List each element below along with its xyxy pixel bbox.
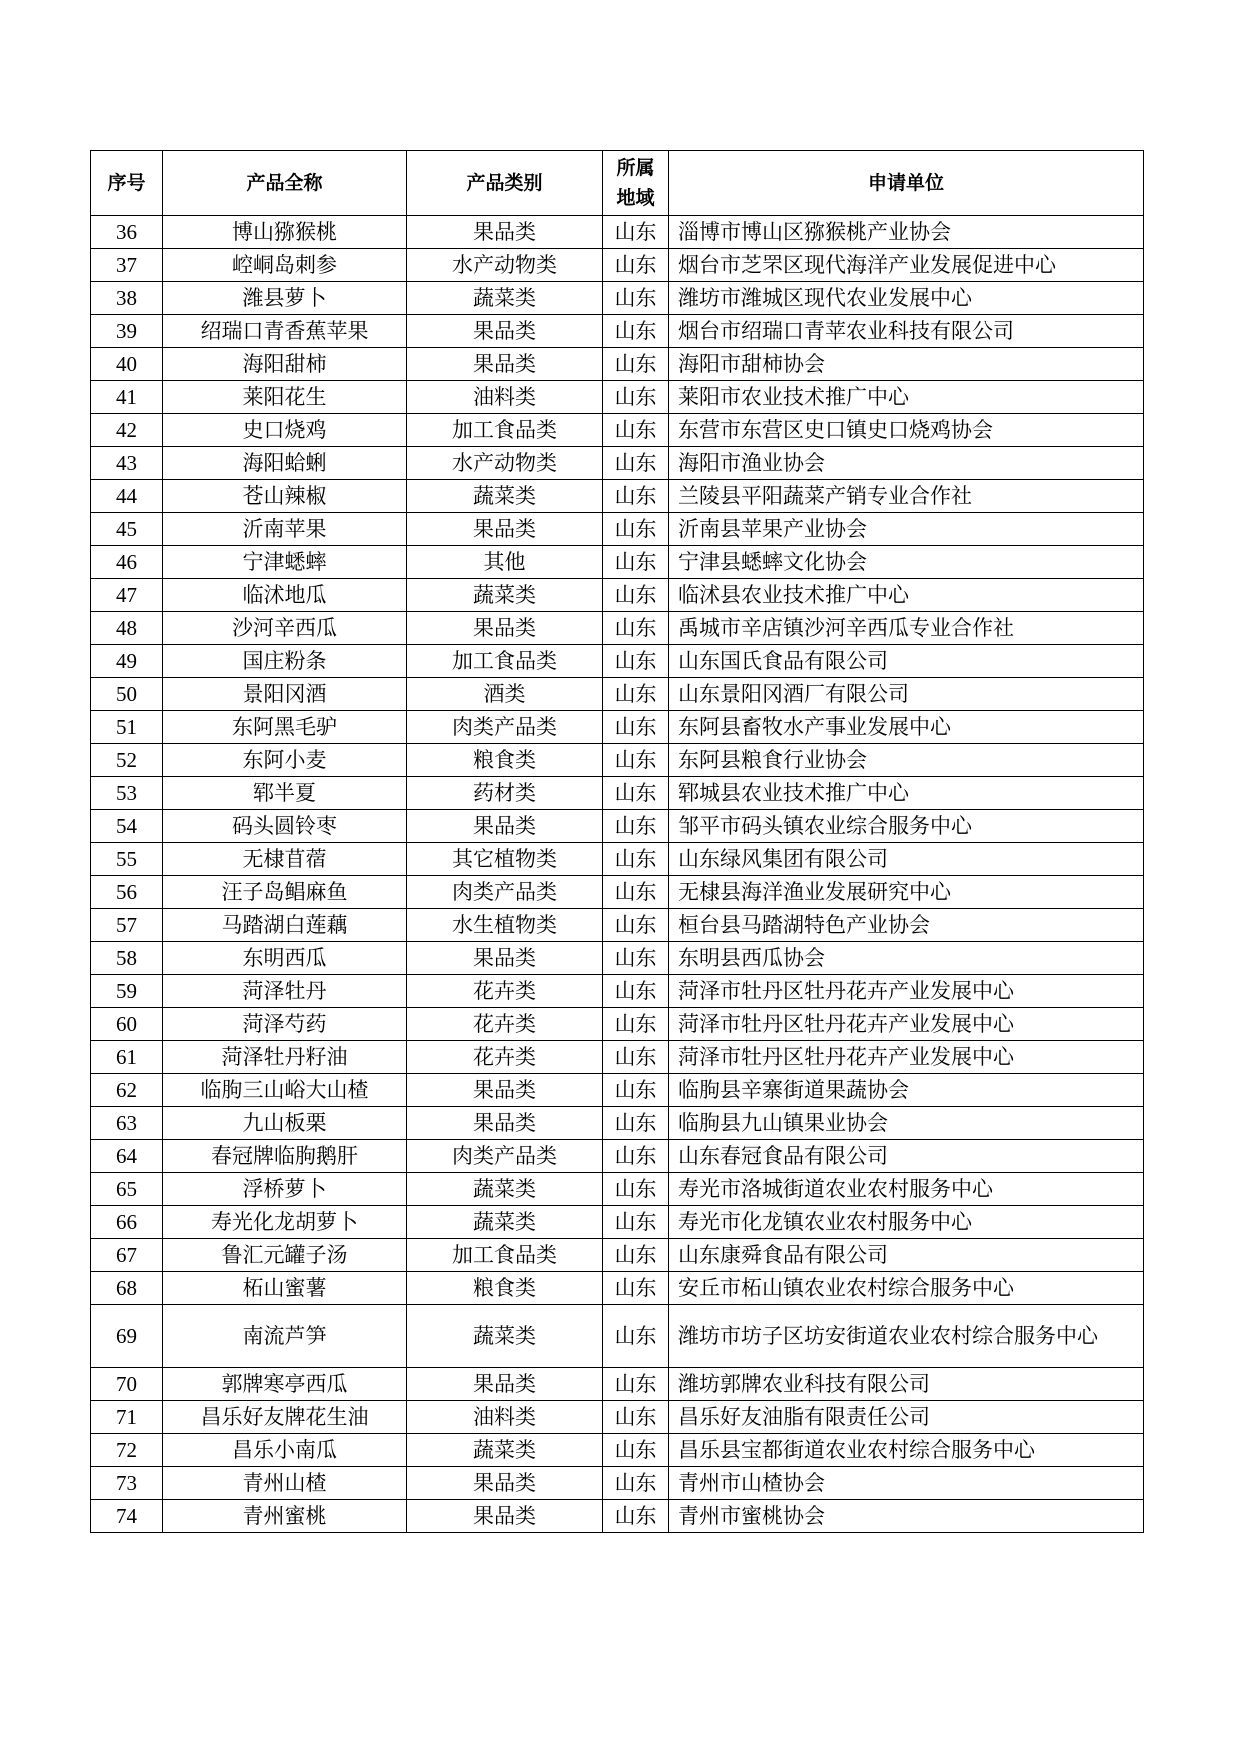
cell-applicant: 东阿县粮食行业协会: [669, 744, 1144, 777]
cell-name: 临朐三山峪大山楂: [163, 1074, 407, 1107]
table-body: [91, 216, 1144, 1533]
table-header: [91, 151, 1144, 216]
cell-region: 山东: [603, 348, 669, 381]
table-row: [91, 1008, 1144, 1041]
cell-seq: 62: [91, 1074, 163, 1107]
header-applicant: 申请单位: [669, 151, 1144, 216]
cell-applicant: 兰陵县平阳蔬菜产销专业合作社: [669, 480, 1144, 513]
cell-category: 药材类: [407, 777, 603, 810]
cell-applicant: 临朐县九山镇果业协会: [669, 1107, 1144, 1140]
cell-applicant: 临沭县农业技术推广中心: [669, 579, 1144, 612]
cell-name: 莱阳花生: [163, 381, 407, 414]
cell-category: 果品类: [407, 1467, 603, 1500]
cell-applicant: 烟台市绍瑞口青苹农业科技有限公司: [669, 315, 1144, 348]
cell-region: 山东: [603, 513, 669, 546]
cell-category: 加工食品类: [407, 1239, 603, 1272]
cell-name: 宁津蟋蟀: [163, 546, 407, 579]
cell-applicant: 海阳市甜柿协会: [669, 348, 1144, 381]
cell-category: 蔬菜类: [407, 480, 603, 513]
cell-name: 春冠牌临朐鹅肝: [163, 1140, 407, 1173]
cell-seq: 56: [91, 876, 163, 909]
cell-region: 山东: [603, 579, 669, 612]
cell-applicant: 东明县西瓜协会: [669, 942, 1144, 975]
cell-category: 蔬菜类: [407, 1305, 603, 1368]
cell-name: 菏泽芍药: [163, 1008, 407, 1041]
cell-applicant: 山东景阳冈酒厂有限公司: [669, 678, 1144, 711]
cell-region: 山东: [603, 447, 669, 480]
cell-category: 粮食类: [407, 744, 603, 777]
cell-name: 国庄粉条: [163, 645, 407, 678]
cell-applicant: 桓台县马踏湖特色产业协会: [669, 909, 1144, 942]
cell-name: 青州山楂: [163, 1467, 407, 1500]
cell-region: 山东: [603, 1206, 669, 1239]
cell-region: 山东: [603, 546, 669, 579]
cell-region: 山东: [603, 678, 669, 711]
table-row: [91, 1401, 1144, 1434]
cell-seq: 52: [91, 744, 163, 777]
cell-region: 山东: [603, 810, 669, 843]
cell-seq: 40: [91, 348, 163, 381]
cell-name: 潍县萝卜: [163, 282, 407, 315]
cell-seq: 74: [91, 1500, 163, 1533]
cell-region: 山东: [603, 1434, 669, 1467]
cell-region: 山东: [603, 777, 669, 810]
cell-name: 寿光化龙胡萝卜: [163, 1206, 407, 1239]
cell-region: 山东: [603, 711, 669, 744]
cell-applicant: 临朐县辛寨街道果蔬协会: [669, 1074, 1144, 1107]
table-row: [91, 942, 1144, 975]
cell-category: 果品类: [407, 216, 603, 249]
table-row: [91, 1305, 1144, 1368]
cell-category: 果品类: [407, 513, 603, 546]
cell-region: 山东: [603, 876, 669, 909]
cell-category: 油料类: [407, 1401, 603, 1434]
cell-applicant: 山东绿风集团有限公司: [669, 843, 1144, 876]
table-row: [91, 975, 1144, 1008]
cell-category: 果品类: [407, 942, 603, 975]
cell-seq: 41: [91, 381, 163, 414]
cell-category: 花卉类: [407, 1041, 603, 1074]
cell-name: 东阿小麦: [163, 744, 407, 777]
cell-seq: 71: [91, 1401, 163, 1434]
cell-category: 肉类产品类: [407, 876, 603, 909]
cell-category: 花卉类: [407, 1008, 603, 1041]
cell-applicant: 昌乐好友油脂有限责任公司: [669, 1401, 1144, 1434]
cell-name: 崆峒岛刺参: [163, 249, 407, 282]
cell-applicant: 青州市蜜桃协会: [669, 1500, 1144, 1533]
cell-region: 山东: [603, 1401, 669, 1434]
cell-category: 加工食品类: [407, 645, 603, 678]
cell-name: 菏泽牡丹: [163, 975, 407, 1008]
cell-category: 加工食品类: [407, 414, 603, 447]
table-row: [91, 348, 1144, 381]
cell-seq: 59: [91, 975, 163, 1008]
cell-applicant: 潍坊郭牌农业科技有限公司: [669, 1368, 1144, 1401]
cell-applicant: 菏泽市牡丹区牡丹花卉产业发展中心: [669, 975, 1144, 1008]
cell-name: 海阳蛤蜊: [163, 447, 407, 480]
cell-name: 马踏湖白莲藕: [163, 909, 407, 942]
cell-name: 码头圆铃枣: [163, 810, 407, 843]
cell-seq: 53: [91, 777, 163, 810]
cell-applicant: 东营市东营区史口镇史口烧鸡协会: [669, 414, 1144, 447]
table-row: [91, 777, 1144, 810]
cell-category: 肉类产品类: [407, 1140, 603, 1173]
cell-applicant: 昌乐县宝都街道农业农村综合服务中心: [669, 1434, 1144, 1467]
cell-applicant: 青州市山楂协会: [669, 1467, 1144, 1500]
cell-seq: 58: [91, 942, 163, 975]
cell-seq: 55: [91, 843, 163, 876]
cell-region: 山东: [603, 1239, 669, 1272]
cell-region: 山东: [603, 216, 669, 249]
cell-region: 山东: [603, 1173, 669, 1206]
cell-applicant: 无棣县海洋渔业发展研究中心: [669, 876, 1144, 909]
cell-category: 水产动物类: [407, 447, 603, 480]
cell-category: 油料类: [407, 381, 603, 414]
cell-category: 水生植物类: [407, 909, 603, 942]
cell-applicant: 东阿县畜牧水产事业发展中心: [669, 711, 1144, 744]
cell-category: 蔬菜类: [407, 579, 603, 612]
cell-category: 蔬菜类: [407, 1173, 603, 1206]
table-row: [91, 1140, 1144, 1173]
cell-name: 绍瑞口青香蕉苹果: [163, 315, 407, 348]
cell-seq: 39: [91, 315, 163, 348]
cell-seq: 66: [91, 1206, 163, 1239]
cell-category: 水产动物类: [407, 249, 603, 282]
cell-name: 沂南苹果: [163, 513, 407, 546]
header-row: [91, 151, 1144, 216]
cell-region: 山东: [603, 645, 669, 678]
cell-seq: 37: [91, 249, 163, 282]
cell-seq: 48: [91, 612, 163, 645]
cell-region: 山东: [603, 414, 669, 447]
table-row: [91, 1272, 1144, 1305]
cell-seq: 46: [91, 546, 163, 579]
table-row: [91, 1239, 1144, 1272]
cell-applicant: 安丘市柘山镇农业农村综合服务中心: [669, 1272, 1144, 1305]
table-row: [91, 711, 1144, 744]
cell-seq: 36: [91, 216, 163, 249]
cell-region: 山东: [603, 480, 669, 513]
cell-seq: 57: [91, 909, 163, 942]
cell-seq: 63: [91, 1107, 163, 1140]
table-row: [91, 414, 1144, 447]
table-row: [91, 645, 1144, 678]
table-row: [91, 546, 1144, 579]
table-row: [91, 447, 1144, 480]
cell-category: 粮食类: [407, 1272, 603, 1305]
cell-region: 山东: [603, 612, 669, 645]
cell-name: 鲁汇元罐子汤: [163, 1239, 407, 1272]
cell-applicant: 莱阳市农业技术推广中心: [669, 381, 1144, 414]
cell-applicant: 海阳市渔业协会: [669, 447, 1144, 480]
cell-name: 郭牌寒亭西瓜: [163, 1368, 407, 1401]
table-row: [91, 1173, 1144, 1206]
table-row: [91, 1500, 1144, 1533]
cell-seq: 44: [91, 480, 163, 513]
cell-category: 蔬菜类: [407, 1206, 603, 1239]
table-row: [91, 843, 1144, 876]
cell-name: 汪子岛鲳麻鱼: [163, 876, 407, 909]
table-row: [91, 282, 1144, 315]
cell-name: 史口烧鸡: [163, 414, 407, 447]
table-row: [91, 216, 1144, 249]
cell-region: 山东: [603, 1368, 669, 1401]
cell-category: 果品类: [407, 612, 603, 645]
table-row: [91, 480, 1144, 513]
cell-category: 酒类: [407, 678, 603, 711]
cell-category: 其它植物类: [407, 843, 603, 876]
cell-seq: 73: [91, 1467, 163, 1500]
cell-region: 山东: [603, 1272, 669, 1305]
cell-applicant: 菏泽市牡丹区牡丹花卉产业发展中心: [669, 1008, 1144, 1041]
cell-name: 沙河辛西瓜: [163, 612, 407, 645]
cell-region: 山东: [603, 1074, 669, 1107]
cell-region: 山东: [603, 942, 669, 975]
cell-region: 山东: [603, 282, 669, 315]
cell-name: 东阿黑毛驴: [163, 711, 407, 744]
cell-name: 南流芦笋: [163, 1305, 407, 1368]
cell-region: 山东: [603, 381, 669, 414]
cell-applicant: 淄博市博山区猕猴桃产业协会: [669, 216, 1144, 249]
cell-category: 果品类: [407, 1074, 603, 1107]
cell-name: 临沭地瓜: [163, 579, 407, 612]
cell-applicant: 沂南县苹果产业协会: [669, 513, 1144, 546]
cell-region: 山东: [603, 1008, 669, 1041]
cell-name: 昌乐小南瓜: [163, 1434, 407, 1467]
cell-seq: 61: [91, 1041, 163, 1074]
cell-name: 博山猕猴桃: [163, 216, 407, 249]
header-name: 产品全称: [163, 151, 407, 216]
cell-seq: 67: [91, 1239, 163, 1272]
cell-seq: 43: [91, 447, 163, 480]
cell-category: 蔬菜类: [407, 282, 603, 315]
table-row: [91, 1041, 1144, 1074]
cell-region: 山东: [603, 315, 669, 348]
cell-seq: 49: [91, 645, 163, 678]
cell-region: 山东: [603, 1041, 669, 1074]
cell-region: 山东: [603, 843, 669, 876]
cell-name: 东明西瓜: [163, 942, 407, 975]
table-row: [91, 249, 1144, 282]
table-row: [91, 909, 1144, 942]
cell-applicant: 潍坊市潍城区现代农业发展中心: [669, 282, 1144, 315]
cell-seq: 72: [91, 1434, 163, 1467]
cell-name: 浮桥萝卜: [163, 1173, 407, 1206]
cell-applicant: 禹城市辛店镇沙河辛西瓜专业合作社: [669, 612, 1144, 645]
header-category: 产品类别: [407, 151, 603, 216]
cell-region: 山东: [603, 1500, 669, 1533]
table-row: [91, 1107, 1144, 1140]
cell-seq: 65: [91, 1173, 163, 1206]
cell-name: 无棣苜蓿: [163, 843, 407, 876]
table-row: [91, 315, 1144, 348]
cell-region: 山东: [603, 1305, 669, 1368]
cell-seq: 51: [91, 711, 163, 744]
cell-region: 山东: [603, 249, 669, 282]
table-row: [91, 678, 1144, 711]
cell-category: 果品类: [407, 348, 603, 381]
table-row: [91, 513, 1144, 546]
cell-category: 蔬菜类: [407, 1434, 603, 1467]
cell-applicant: 寿光市化龙镇农业农村服务中心: [669, 1206, 1144, 1239]
cell-name: 青州蜜桃: [163, 1500, 407, 1533]
cell-applicant: 寿光市洛城街道农业农村服务中心: [669, 1173, 1144, 1206]
cell-applicant: 山东康舜食品有限公司: [669, 1239, 1144, 1272]
table-row: [91, 1206, 1144, 1239]
cell-applicant: 菏泽市牡丹区牡丹花卉产业发展中心: [669, 1041, 1144, 1074]
table-row: [91, 1467, 1144, 1500]
cell-seq: 70: [91, 1368, 163, 1401]
cell-name: 菏泽牡丹籽油: [163, 1041, 407, 1074]
cell-applicant: 烟台市芝罘区现代海洋产业发展促进中心: [669, 249, 1144, 282]
cell-category: 花卉类: [407, 975, 603, 1008]
cell-seq: 47: [91, 579, 163, 612]
table-row: [91, 1074, 1144, 1107]
cell-name: 景阳冈酒: [163, 678, 407, 711]
cell-region: 山东: [603, 1107, 669, 1140]
cell-category: 其他: [407, 546, 603, 579]
cell-applicant: 邹平市码头镇农业综合服务中心: [669, 810, 1144, 843]
table-row: [91, 612, 1144, 645]
cell-category: 果品类: [407, 1107, 603, 1140]
cell-name: 苍山辣椒: [163, 480, 407, 513]
cell-seq: 68: [91, 1272, 163, 1305]
cell-name: 昌乐好友牌花生油: [163, 1401, 407, 1434]
cell-region: 山东: [603, 909, 669, 942]
cell-name: 郓半夏: [163, 777, 407, 810]
table-row: [91, 810, 1144, 843]
cell-applicant: 郓城县农业技术推广中心: [669, 777, 1144, 810]
cell-seq: 69: [91, 1305, 163, 1368]
table-row: [91, 1368, 1144, 1401]
cell-applicant: 潍坊市坊子区坊安街道农业农村综合服务中心: [669, 1305, 1144, 1368]
product-table: [90, 150, 1144, 1533]
cell-seq: 38: [91, 282, 163, 315]
cell-region: 山东: [603, 975, 669, 1008]
cell-seq: 45: [91, 513, 163, 546]
cell-seq: 60: [91, 1008, 163, 1041]
cell-region: 山东: [603, 1467, 669, 1500]
cell-seq: 64: [91, 1140, 163, 1173]
cell-category: 果品类: [407, 1368, 603, 1401]
cell-applicant: 山东国氏食品有限公司: [669, 645, 1144, 678]
table-row: [91, 579, 1144, 612]
header-region: 所属地域: [603, 151, 669, 216]
cell-region: 山东: [603, 744, 669, 777]
cell-applicant: 宁津县蟋蟀文化协会: [669, 546, 1144, 579]
cell-category: 果品类: [407, 315, 603, 348]
header-seq: 序号: [91, 151, 163, 216]
table-row: [91, 1434, 1144, 1467]
cell-region: 山东: [603, 1140, 669, 1173]
cell-seq: 54: [91, 810, 163, 843]
cell-seq: 42: [91, 414, 163, 447]
table-row: [91, 381, 1144, 414]
cell-category: 果品类: [407, 1500, 603, 1533]
cell-name: 九山板栗: [163, 1107, 407, 1140]
cell-category: 果品类: [407, 810, 603, 843]
table-row: [91, 876, 1144, 909]
cell-name: 海阳甜柿: [163, 348, 407, 381]
cell-applicant: 山东春冠食品有限公司: [669, 1140, 1144, 1173]
cell-name: 柘山蜜薯: [163, 1272, 407, 1305]
cell-seq: 50: [91, 678, 163, 711]
cell-category: 肉类产品类: [407, 711, 603, 744]
table-row: [91, 744, 1144, 777]
